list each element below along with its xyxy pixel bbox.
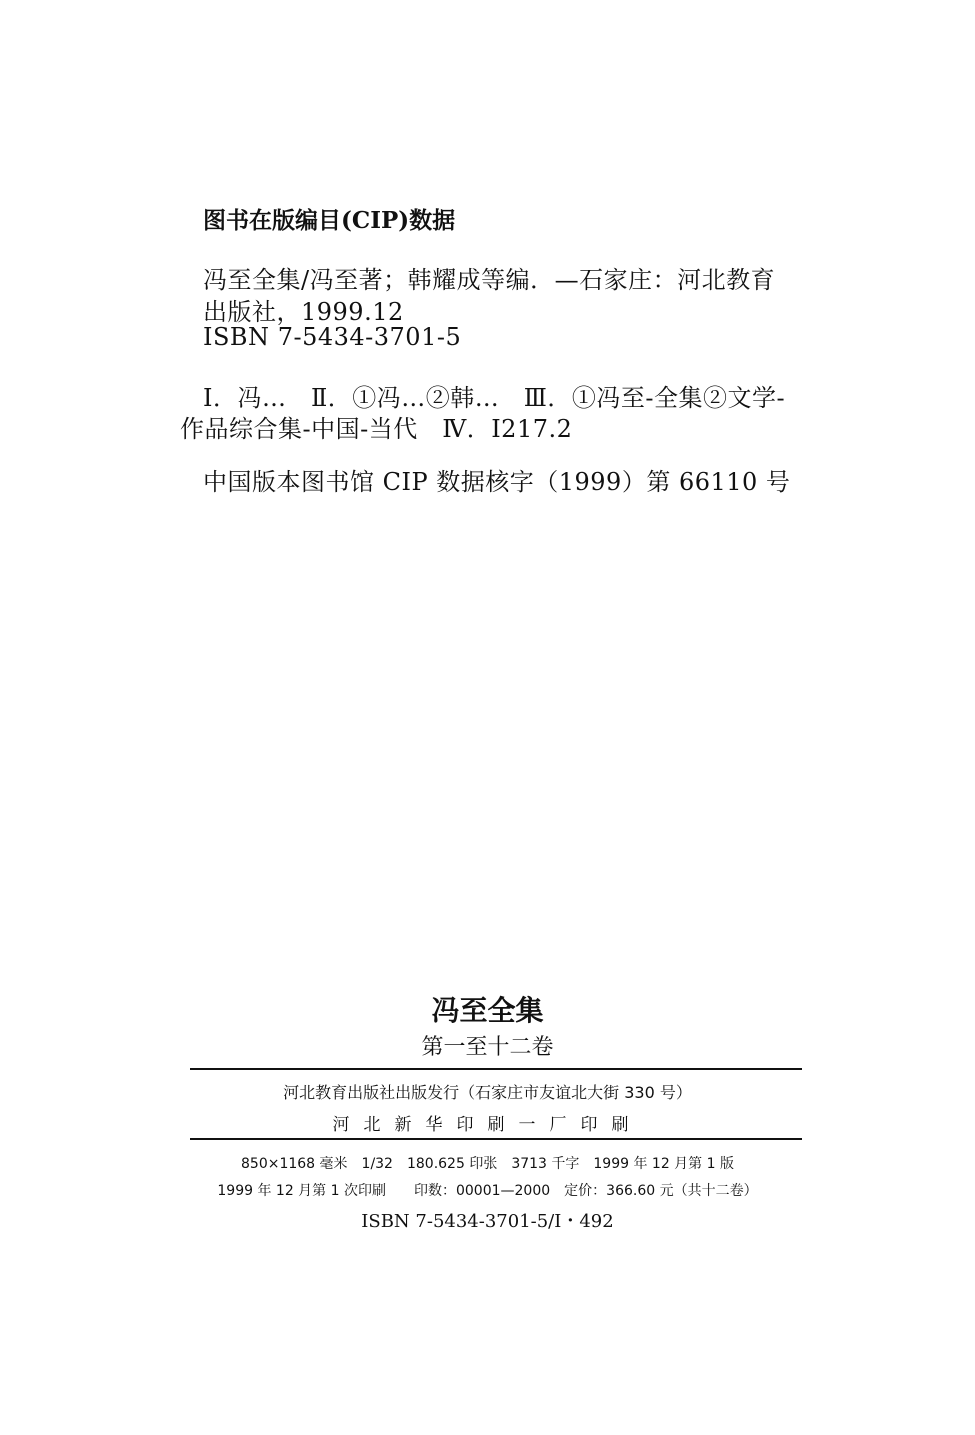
isbn-colophon: ISBN 7-5434-3701-5/I・492 xyxy=(361,1211,614,1232)
cip-line-subjects: Ⅰ．冯… Ⅱ．①冯…②韩… Ⅲ．①冯至-全集②文学- xyxy=(203,384,786,412)
cip-line-isbn: ISBN 7-5434-3701-5 xyxy=(203,323,462,351)
cip-line-publisher-date: 出版社，1999.12 xyxy=(203,298,404,326)
book-subtitle: 第一至十二卷 xyxy=(421,1035,554,1060)
cip-heading: 图书在版编目(CIP)数据 xyxy=(203,207,456,234)
cip-line-subjects-continued: 作品综合集-中国-当代 Ⅳ．I217.2 xyxy=(180,415,573,443)
printer-line: 河北新华印刷一厂印刷 xyxy=(332,1115,643,1135)
cip-line-registration: 中国版本图书馆 CIP 数据核字（1999）第 66110 号 xyxy=(203,468,791,496)
divider-bottom xyxy=(190,1138,802,1140)
spec-line-printing: 1999 年 12 月第 1 次印刷 印数：00001—2000 定价：366.60 元（共十二卷） xyxy=(217,1183,758,1199)
spec-line-format: 850×1168 毫米 1/32 180.625 印张 3713 千字 1999 年 12 月第 1 版 xyxy=(241,1156,734,1172)
divider-top xyxy=(190,1068,802,1070)
publisher-line: 河北教育出版社出版发行（石家庄市友谊北大街 330 号） xyxy=(283,1083,692,1102)
cip-line-title: 冯至全集/冯至著；韩耀成等编．—石家庄：河北教育 xyxy=(203,266,776,294)
book-title: 冯至全集 xyxy=(431,994,544,1027)
